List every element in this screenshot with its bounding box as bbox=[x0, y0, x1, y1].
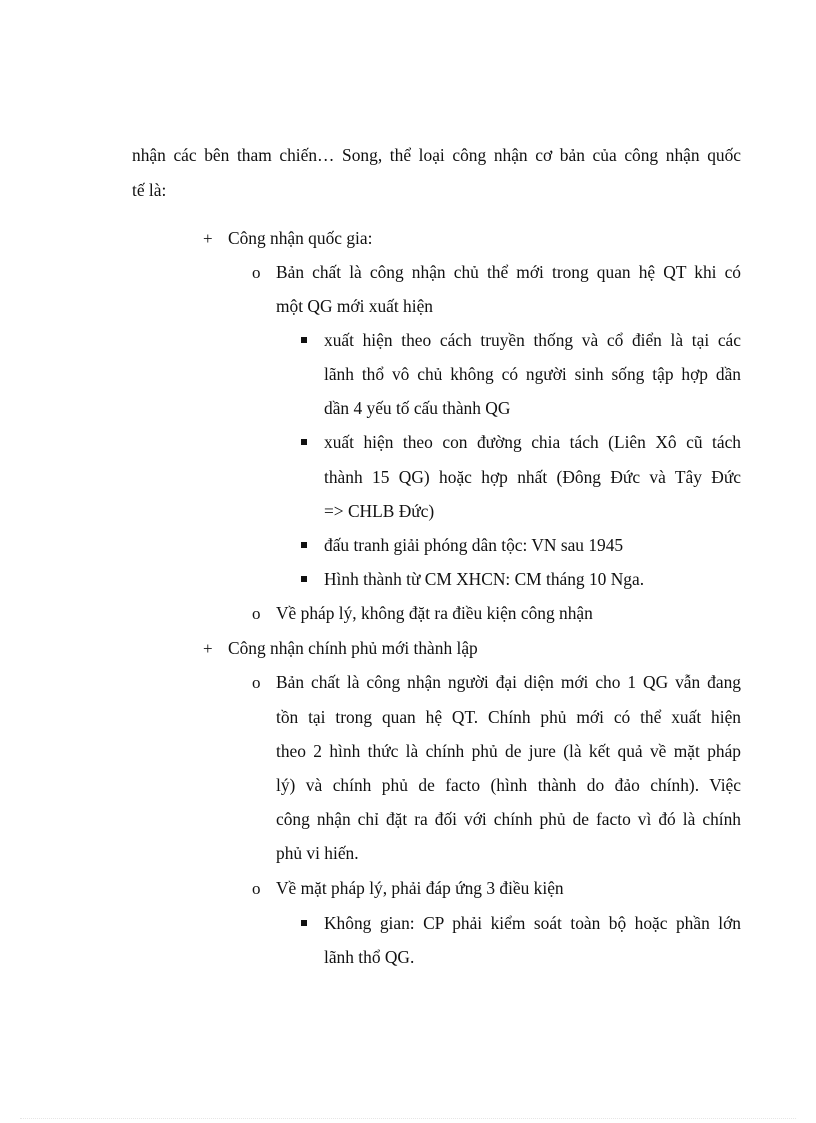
section2-sub1-line-1: Không gian: CP phải kiểm soát toàn bộ hoặc phần lớn bbox=[324, 913, 741, 933]
section2-item1-line-2: tồn tại trong quan hệ QT. Chính phủ mới có thể xuất hiện bbox=[276, 707, 741, 727]
section1-sub1-line-2: lãnh thổ vô chủ không có người sinh sống tập hợp dần bbox=[324, 364, 741, 384]
section1-sub2-line-1: xuất hiện theo con đường chia tách (Liên Xô cũ tách bbox=[324, 432, 741, 452]
page-bottom-divider bbox=[20, 1118, 796, 1119]
section2-item1-line-6: phủ vi hiến. bbox=[276, 843, 359, 863]
section2-item1-circle-bullet: o bbox=[252, 673, 261, 692]
section1-sub1-line-1: xuất hiện theo cách truyền thống và cổ điển là tại các bbox=[324, 330, 741, 350]
section1-sub2-line-2: thành 15 QG) hoặc hợp nhất (Đông Đức và Tây Đức bbox=[324, 467, 741, 487]
section1-sub1-line-3: dần 4 yếu tố cấu thành QG bbox=[324, 398, 511, 418]
square-bullet-icon bbox=[301, 920, 307, 926]
section2-item1-line-5: công nhận chỉ đặt ra đối với chính phủ de facto vì đó là chính bbox=[276, 809, 741, 829]
section2-title: Công nhận chính phủ mới thành lập bbox=[228, 638, 478, 658]
section2-item1-line-4: lý) và chính phủ de facto (hình thành do đảo chính). Việc bbox=[276, 775, 741, 795]
section1-item2-circle-bullet: o bbox=[252, 604, 261, 623]
section2-sub1-line-2: lãnh thổ QG. bbox=[324, 947, 415, 967]
section2-item2-line-1: Về mặt pháp lý, phải đáp ứng 3 điều kiện bbox=[276, 878, 564, 898]
section1-sub3-line-1: đấu tranh giải phóng dân tộc: VN sau 1945 bbox=[324, 535, 624, 555]
square-bullet-icon bbox=[301, 542, 307, 548]
square-bullet-icon bbox=[301, 576, 307, 582]
section1-item1-line-2: một QG mới xuất hiện bbox=[276, 296, 433, 316]
section1-item2-line-1: Về pháp lý, không đặt ra điều kiện công nhận bbox=[276, 603, 593, 623]
section2-item1-line-3: theo 2 hình thức là chính phủ de jure (là kết quả về mặt pháp bbox=[276, 741, 741, 761]
section1-sub4-line-1: Hình thành từ CM XHCN: CM tháng 10 Nga. bbox=[324, 569, 645, 589]
section1-title: Công nhận quốc gia: bbox=[228, 228, 373, 248]
square-bullet-icon bbox=[301, 337, 307, 343]
section1-sub2-line-3: => CHLB Đức) bbox=[324, 501, 435, 521]
square-bullet-icon bbox=[301, 439, 307, 445]
section1-item1-circle-bullet: o bbox=[252, 263, 261, 282]
intro-line-2: tế là: bbox=[132, 180, 167, 200]
section1-plus-bullet: + bbox=[203, 229, 213, 248]
intro-line-1: nhận các bên tham chiến… Song, thể loại công nhận cơ bản của công nhận quốc bbox=[132, 145, 741, 165]
section2-item2-circle-bullet: o bbox=[252, 879, 261, 898]
section1-item1-line-1: Bản chất là công nhận chủ thể mới trong quan hệ QT khi có bbox=[276, 262, 741, 282]
section2-item1-line-1: Bản chất là công nhận người đại diện mới cho 1 QG vẫn đang bbox=[276, 672, 741, 692]
section2-plus-bullet: + bbox=[203, 639, 213, 658]
